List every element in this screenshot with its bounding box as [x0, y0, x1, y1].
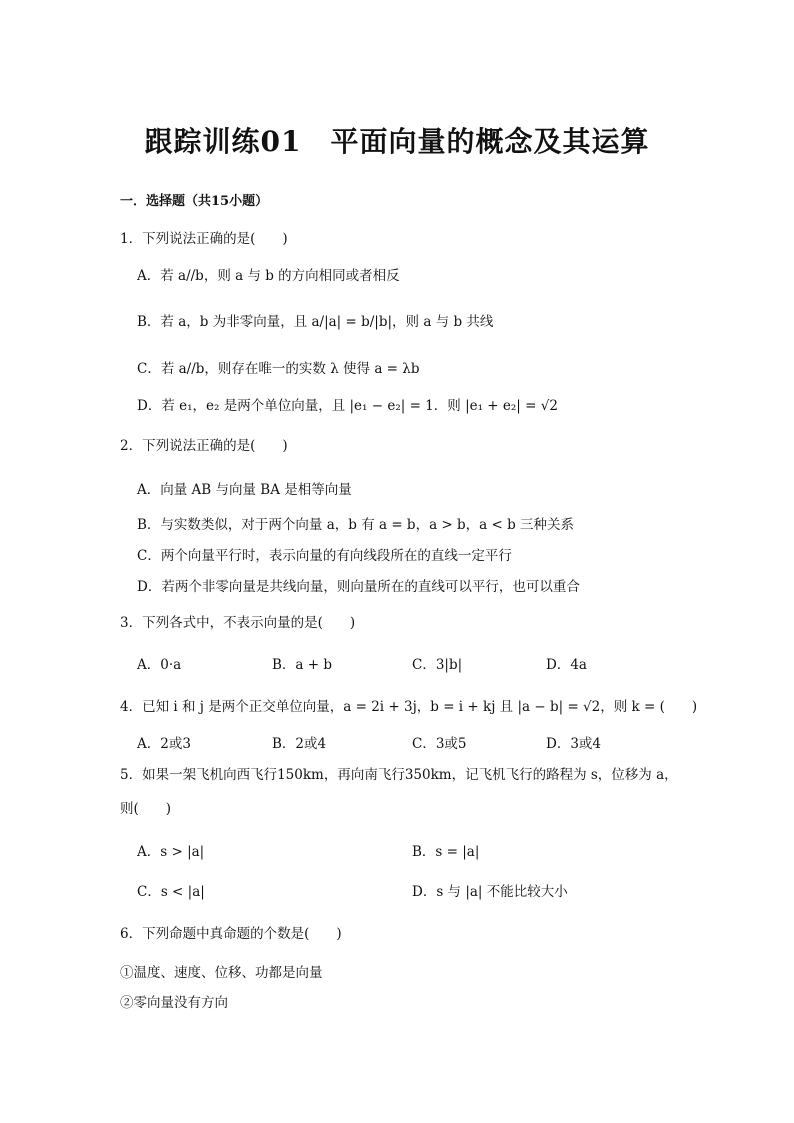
- question-3-option-a: A．0·a: [137, 657, 182, 673]
- question-5-stem: 5．如果一架飞机向西飞行150km，再向南飞行350km，记飞机飞行的路程为 s，位移为 a，: [120, 767, 678, 783]
- question-2-stem: 2．下列说法正确的是( ): [120, 438, 288, 454]
- question-1-stem: 1．下列说法正确的是( ): [120, 231, 288, 247]
- question-5-option-a: A．s > |a|: [137, 844, 205, 860]
- question-2-option-d: D．若两个非零向量是共线向量，则向量所在的直线可以平行，也可以重合: [137, 579, 580, 595]
- question-6-item-1: ①温度、速度、位移、功都是向量: [120, 965, 323, 981]
- question-3-stem: 3．下列各式中，不表示向量的是( ): [120, 615, 356, 631]
- question-4-option-d: D．3或4: [546, 736, 602, 752]
- question-2-option-a: A．向量 AB 与向量 BA 是相等向量: [137, 482, 352, 498]
- question-5-stem-continued: 则( ): [120, 801, 172, 817]
- question-5-option-c: C．s < |a|: [137, 884, 205, 900]
- question-1-option-d: D．若 e₁，e₂ 是两个单位向量，且 |e₁ − e₂| = 1．则 |e₁ + e₂| = √2: [137, 398, 558, 414]
- question-1-option-b: B．若 a，b 为非零向量，且 a/|a| = b/|b|，则 a 与 b 共线: [137, 314, 494, 330]
- question-4-option-a: A．2或3: [137, 736, 191, 752]
- question-5-option-d: D．s 与 |a| 不能比较大小: [412, 884, 568, 900]
- question-4-stem: 4．已知 i 和 j 是两个正交单位向量，a = 2i + 3j，b = i + kj 且 |a − b| = √2，则 k = ( ): [120, 699, 698, 715]
- question-4-option-c: C．3或5: [412, 736, 467, 752]
- question-6-item-2: ②零向量没有方向: [120, 995, 228, 1011]
- question-3-option-b: B．a + b: [272, 657, 333, 673]
- question-3-option-c: C．3|b|: [412, 657, 463, 673]
- section-heading: 一．选择题（共15小题）: [120, 194, 269, 209]
- question-6-stem: 6．下列命题中真命题的个数是( ): [120, 926, 342, 942]
- question-2-option-c: C．两个向量平行时，表示向量的有向线段所在的直线一定平行: [137, 548, 512, 564]
- question-3-option-d: D．4a: [546, 657, 587, 673]
- question-2-option-b: B．与实数类似，对于两个向量 a，b 有 a = b，a > b，a < b 三种关系: [137, 517, 575, 533]
- question-4-option-b: B．2或4: [272, 736, 327, 752]
- page-title: 跟踪训练01 平面向量的概念及其运算: [144, 125, 650, 158]
- question-1-option-c: C．若 a//b，则存在唯一的实数 λ 使得 a = λb: [137, 361, 420, 377]
- question-5-option-b: B．s = |a|: [412, 844, 480, 860]
- question-1-option-a: A．若 a//b，则 a 与 b 的方向相同或者相反: [137, 268, 400, 284]
